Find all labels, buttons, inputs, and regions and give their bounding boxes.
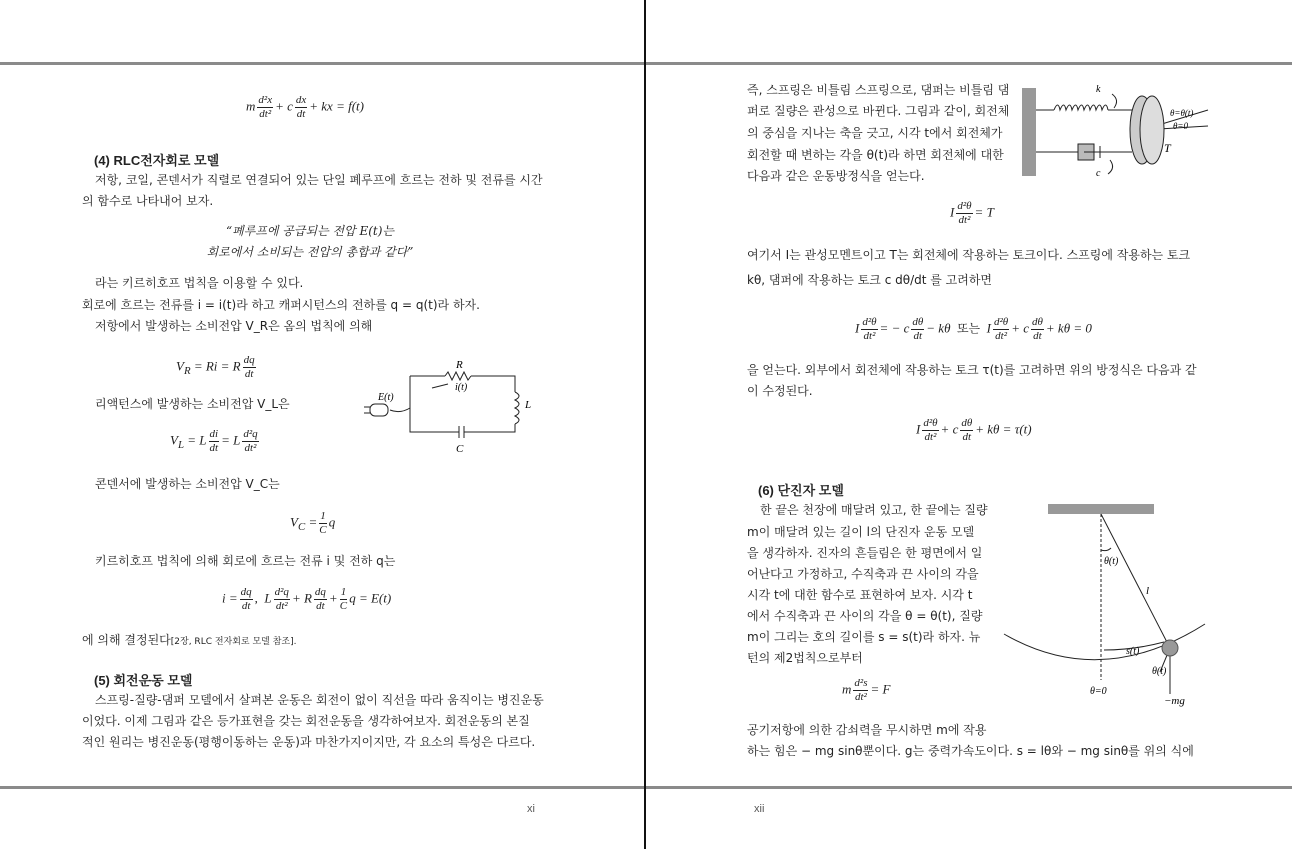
- paragraph: 스프링-질량-댐퍼 모델에서 살펴본 운동은 회전이 없이 직선을 따라 움직이는 병진운동: [95, 693, 544, 707]
- page-divider: [644, 0, 646, 849]
- paragraph: 회전할 때 변하는 각을 θ(t)라 하면 회전체에 대한: [747, 148, 1004, 162]
- paragraph: 의 중심을 지나는 축을 긋고, 시각 t에서 회전체가: [747, 126, 1003, 140]
- label-c-damper: c: [1096, 168, 1101, 179]
- label-r: R: [456, 359, 463, 371]
- paragraph: 퍼로 질량은 관성으로 바뀐다. 그림과 같이, 회전체: [747, 104, 1010, 118]
- eq-rotation: I $\frac{\text{d²θ}}{\text{dt²}}$ = − c $\frac{d\theta}{dt}$ − kθ 또는 I $\frac{\text{d²θ}}{\text{dt²}}$ + c $\frac{d\theta}{dt}$ + kθ = 0: [855, 316, 1092, 342]
- paragraph: 을 생각하자. 진자의 흔들림은 한 평면에서 일: [747, 546, 983, 560]
- eq-kirchhoff: i = $\frac{dq}{dt}$ , L $\frac{\text{d²q}}{\text{dt²}}$ + R $\frac{dq}{dt}$ + $\frac{1}{C}$ q = E(t): [222, 586, 392, 612]
- eq-vr: $V_R = Ri = R$ $\frac{dq}{dt}$: [176, 354, 255, 380]
- reference-note: [2장, RLC 전자회로 모델 참조].: [170, 637, 297, 647]
- paragraph: m이 매달려 있는 길이 l의 단진자 운동 모델: [747, 525, 975, 539]
- paragraph: 키르히호프 법칙에 의해 회로에 흐르는 전류 i 및 전하 q는: [95, 554, 396, 568]
- quote-line: 회로에서 소비되는 전압의 총합과 같다”: [206, 245, 414, 259]
- paragraph: 저항, 코일, 콘덴서가 직렬로 연결되어 있는 단일 폐루프에 흐르는 전하 및 전류를 시간: [95, 173, 543, 187]
- paragraph: [82, 630, 297, 653]
- eq-mass-spring: m $\frac{\text{d²x}}{\text{dt²}}$ + c $\frac{dx}{dt}$ + kx = f(t): [246, 94, 364, 120]
- label-torque: T: [1164, 141, 1171, 155]
- eq-newton: m $\frac{\text{d²s}}{\text{dt²}}$ = F: [842, 677, 891, 703]
- label-length: l: [1146, 585, 1150, 597]
- heading-rlc: (4) RLC전자회로 모델: [94, 153, 220, 168]
- eq-torque: I $\frac{\text{d²θ}}{\text{dt²}}$ = T: [950, 200, 994, 226]
- heading-rotation: (5) 회전운동 모델: [94, 673, 193, 688]
- label-theta-t: θ=θ(t): [1170, 108, 1194, 118]
- bottom-rule: [0, 786, 1292, 789]
- paragraph-text: kθ, 댐퍼에 작용하는 토크 c dθ/dt 를 고려하면: [747, 273, 993, 287]
- label-arc: s(t): [1126, 646, 1140, 657]
- paragraph: 에서 수직축과 끈 사이의 각을 θ = θ(t), 질량: [747, 609, 983, 623]
- paragraph-main: 에 의해 결정된다: [82, 633, 171, 647]
- rlc-circuit-figure: [360, 352, 550, 456]
- paragraph: [747, 270, 992, 291]
- paragraph: 여기서 I는 관성모멘트이고 T는 회전체에 작용하는 토크이다. 스프링에 작용하는 토크: [747, 248, 1191, 262]
- label-weight: −mg: [1164, 695, 1185, 707]
- label-k: k: [1096, 84, 1101, 95]
- page-number: xi: [527, 803, 535, 815]
- label-i: i(t): [455, 382, 468, 393]
- paragraph: m이 그리는 호의 길이를 s = s(t)라 하자. 뉴: [747, 630, 981, 644]
- quote-line: “폐루프에 공급되는 전압 E(t)는: [225, 224, 395, 238]
- pendulum-figure: [1000, 500, 1215, 710]
- paragraph: 이 수정된다.: [747, 384, 813, 398]
- heading-pendulum: (6) 단진자 모델: [758, 483, 844, 498]
- paragraph: 어난다고 가정하고, 수직축과 끈 사이의 각을: [747, 567, 979, 581]
- paragraph: 이었다. 이제 그림과 같은 등가표현을 갖는 회전운동을 생각하여보자. 회전운동의 본질: [82, 714, 530, 728]
- top-rule: [0, 62, 1292, 65]
- rotation-figure: [1018, 80, 1213, 180]
- paragraph: 콘덴서에 발생하는 소비전압 V_C는: [95, 477, 280, 491]
- paragraph: 턴의 제2법칙으로부터: [747, 651, 863, 665]
- page-number: xii: [754, 803, 765, 815]
- paragraph: 리액턴스에 발생하는 소비전압 V_L은: [95, 397, 290, 411]
- paragraph: 을 얻는다. 외부에서 회전체에 작용하는 토크 τ(t)를 고려하면 위의 방정식은 다음과 같: [747, 363, 1197, 377]
- eq-vl: $V_L = L$ $\frac{di}{dt}$ = L $\frac{\text{d²q}}{\text{dt²}}$: [170, 428, 258, 454]
- eq-rotation-forced: I $\frac{\text{d²θ}}{\text{dt²}}$ + c $\frac{d\theta}{dt}$ + kθ = τ(t): [916, 417, 1032, 443]
- paragraph: 라는 키르히호프 법칙을 이용할 수 있다.: [95, 276, 304, 290]
- paragraph: 한 끝은 천장에 매달려 있고, 한 끝에는 질량: [760, 503, 988, 517]
- paragraph: 다음과 같은 운동방정식을 얻는다.: [747, 169, 925, 183]
- paragraph: 하는 힘은 − mg sinθ뿐이다. g는 중력가속도이다. s = lθ와 − mg sinθ를 위의 식에: [747, 744, 1194, 758]
- paragraph: 저항에서 발생하는 소비전압 V_R은 옴의 법칙에 의해: [95, 319, 373, 333]
- label-theta-zero: θ=0: [1090, 686, 1107, 697]
- eq-vc: $V_C$ = $\frac{1}{C}$ q: [290, 510, 336, 536]
- label-e: E(t): [378, 392, 394, 403]
- paragraph: 공기저항에 의한 감쇠력을 무시하면 m에 작용: [747, 723, 987, 737]
- paragraph: 의 함수로 나타내어 보자.: [82, 194, 214, 208]
- label-c: C: [456, 443, 464, 455]
- paragraph: 적인 원리는 병진운동(평행이동하는 운동)과 마찬가지이지만, 각 요소의 특성은 다르다.: [82, 735, 536, 749]
- label-theta-top: θ(t): [1104, 556, 1119, 567]
- label-theta-force: θ(t): [1152, 666, 1167, 677]
- paragraph: 시각 t에 대한 함수로 표현하여 보자. 시각 t: [747, 588, 973, 602]
- paragraph: 회로에 흐르는 전류를 i = i(t)라 하고 캐퍼시턴스의 전하를 q = q(t)라 하자.: [82, 298, 480, 312]
- label-theta-0: θ=0: [1173, 121, 1188, 131]
- paragraph: 즉, 스프링은 비틀림 스프링으로, 댐퍼는 비틀림 댐: [747, 83, 1010, 97]
- label-l: L: [525, 399, 532, 411]
